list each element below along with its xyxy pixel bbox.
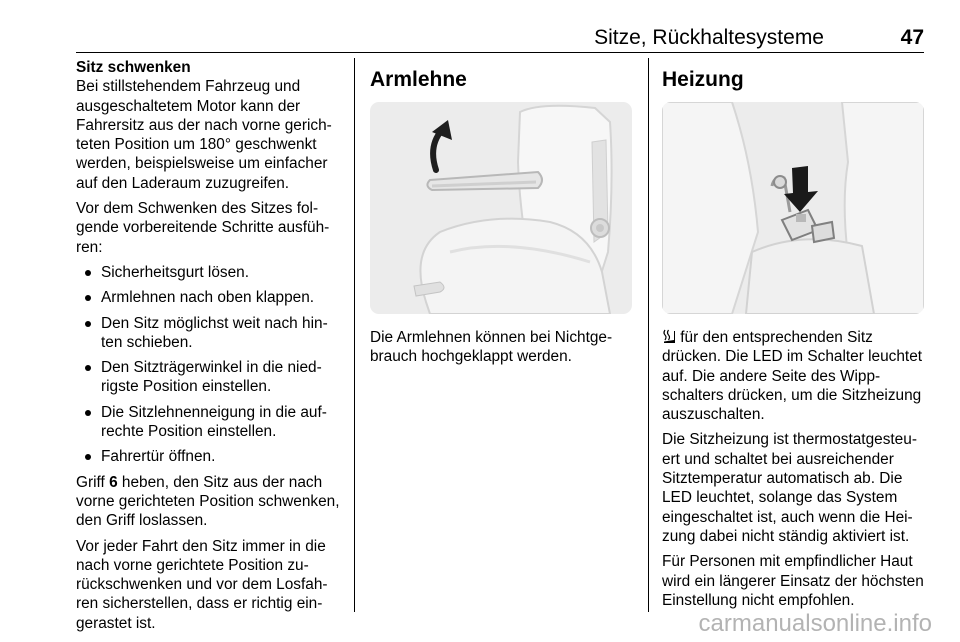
paragraph-heating-thermostat: Die Sitzheizung ist thermostatgesteuert und schaltet bei ausreichender Sitztemperatur automatisch ab. Die LED leuchtet, solange das System eingeschaltet ist, auch wenn die Heizung dabei nicht ständig aktiviert ist. <box>662 431 917 545</box>
paragraph-swivel-steps: Vor dem Schwenken des Sitzes folgende vorbereitende Schritte ausführen: <box>76 200 330 256</box>
paragraph-heating-skin: Für Personen mit empfindlicher Haut wird ein längerer Einsatz der höchsten Einstellung nicht empfohlen. <box>662 553 924 609</box>
list-item: Den Sitz möglichst weit nach hinten schieben. <box>76 314 342 353</box>
bullet-list <box>76 263 342 467</box>
list-item: Sicherheitsgurt lösen. <box>76 263 342 282</box>
section-heading-armrest: Armlehne <box>370 68 467 91</box>
text-run: heben, den Sitz aus der nach vorne gerichteten Position schwenken, den Griff loslassen. <box>76 473 340 530</box>
column-armrest <box>370 58 636 373</box>
column-divider-1 <box>354 58 355 612</box>
seat-heating-illustration <box>662 102 924 314</box>
text-run: Griff <box>76 473 110 491</box>
text-run: für den entsprechenden Sitz drücken. Die LED im Schalter leuchtet auf. Die andere Seite des Wippschalters drücken, um die Sitzheizung auszuschalten. <box>662 329 923 424</box>
list-item: Die Sitzlehnenneigung in die aufrechte Position einstellen. <box>76 403 342 442</box>
armrest-illustration <box>370 102 632 314</box>
column-heating <box>662 58 928 616</box>
header-rule <box>76 52 924 53</box>
list-item: Den Sitzträgerwinkel in die niedrigste Position einstellen. <box>76 358 342 397</box>
page-number: 47 <box>900 26 924 49</box>
column-swivel <box>76 58 342 639</box>
seat-heating-icon <box>662 329 676 344</box>
list-item: Armlehnen nach oben klappen. <box>76 288 342 307</box>
page-header <box>76 26 924 50</box>
paragraph-heating-switch <box>662 328 928 424</box>
paragraph-swivel-intro: Bei stillstehendem Fahrzeug und ausgeschaltetem Motor kann der Fahrersitz aus der nach vorne gerichteten Position um 180° geschwenkt werden, beispielsweise um einfacher auf den Laderaum zuzugreifen. <box>76 78 332 192</box>
column-divider-2 <box>648 58 649 612</box>
watermark: carmanualsonline.info <box>698 610 932 637</box>
paragraph-handle <box>76 473 342 531</box>
subheading-swivel: Sitz schwenken <box>76 59 191 76</box>
page-title: Sitze, Rückhaltesysteme <box>594 26 824 49</box>
section-heading-heating: Heizung <box>662 68 744 91</box>
paragraph-armrest: Die Armlehnen können bei Nichtgebrauch hochgeklappt werden. <box>370 329 613 366</box>
list-item: Fahrertür öffnen. <box>76 447 342 466</box>
paragraph-swivel-back: Vor jeder Fahrt den Sitz immer in die nach vorne gerichtete Position zurückschwenken und vor dem Losfahren sicherstellen, dass er richtig eingerastet ist. <box>76 537 328 632</box>
handle-number: 6 <box>109 473 118 491</box>
